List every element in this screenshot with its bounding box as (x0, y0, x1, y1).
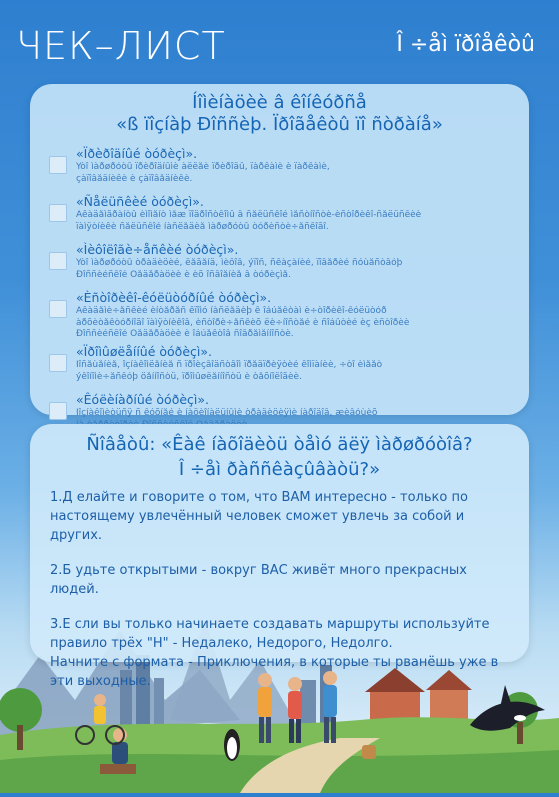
advice-tips (50, 488, 513, 691)
checkbox[interactable] (49, 300, 67, 318)
item-description: Ðîññèéñêîé Ôåäåðàöèè è èõ îñâîåíèå â òóðèçìå. (76, 269, 291, 280)
checklist-item-mythology[interactable] (46, 242, 515, 290)
item-description: ïàìÿòíèêè ñåëüñêîé íàñëåäèå ìàðøðóòû òóðèñòè÷åñêîãî. (76, 221, 329, 232)
checkbox[interactable] (49, 402, 67, 420)
item-title: «Ïðèðîäíûé òóðèçì». (76, 146, 198, 161)
checklist-heading-line2: «ß ïîçíàþ Ðîññèþ. Ïðîãåêòû ïî ñòðàíå» (116, 114, 443, 135)
item-title: «Ïðîìûøëåííûé òóðèçì». (76, 344, 212, 359)
checkbox[interactable] (49, 156, 67, 174)
checklist-items (46, 146, 515, 440)
item-description: Ïîñåùåíèå, îçíàêîìëåíèå ñ ïðîèçâîäñòâîì ïðåäïðèÿòèé êîìïàíèè, ÷òî èìååò (76, 360, 383, 370)
tip-3: 3.Е сли вы только начинаете создавать маршруты используйте правило трёх "Н" - Недалеко, Недорого, Недолго. Начните с формата - Приключения, в которые ты рванёшь уже в эти выходные. (50, 617, 499, 689)
item-description: Ýòî ìàðøðóòû ïðèðîäíûìè àëëåè ïðèðîäû, ïàðêàìè è ïàðêàìè, (76, 162, 330, 172)
tip-2: 2.Б удьте открытыми - вокруг ВАС живёт много прекрасных людей. (50, 563, 467, 597)
checkbox[interactable] (49, 204, 67, 222)
header (16, 18, 543, 70)
advice-heading-line1: Ñîâåòû: «Êàê íàõîäèòü òåìó äëÿ ìàðøðóòîâ? (86, 434, 473, 455)
item-description: Ïîçíàêîìèòüñÿ ñ êóõíåé è íàöèîíàëüíûìè òðàäèöèÿìè íàðîäîâ, æèâóùèõ (76, 408, 378, 418)
advice-card (30, 424, 529, 689)
advice-heading-line2: Î ÷åì ðàññêàçûâàòü?» (178, 459, 381, 480)
checklist-item-industrial[interactable] (46, 344, 515, 392)
item-description: ýêîíîìè÷åñêóþ öåííîñòü, ïðîìûøëåííîñòü è òåõíîëîãèè. (76, 371, 302, 382)
checklist-item-rural[interactable] (46, 194, 515, 242)
item-description: Ýòî ìàðøðóòû òðàäèöèé, ëåãåíä, ìèôîâ, ýïîñ, ñêàçàíèé, ïîâåðèé ñóùåñòâóþ (76, 258, 403, 268)
item-description: Àêàäåìè÷åñêèé èíòåðåñ êïîìó íàñëåäèþ ê îáúåêòàì è÷òîðèêî-êóëüòóð (76, 306, 387, 316)
item-description: Ðîññèéñêîé Ôåäåðàöèè è îáúåêòîâ ñîâðåìåííîñòè. (76, 329, 294, 339)
page-title: ЧЕК–ЛИСТ (16, 24, 226, 68)
page-subtitle: Î ÷åì ïðîåêòû (396, 32, 535, 57)
checklist-card (30, 84, 529, 418)
item-title: «Êóëèíàðíûé òóðèçì». (76, 392, 210, 407)
advice-heading (30, 424, 529, 482)
item-title: «Ìèôîëîãè÷åñêèé òóðèçì». (76, 242, 239, 257)
item-description: àðõèòåêòóðíîãî ïàìÿòíèêîâ, èñòîðè÷åñêèõ ëè÷íîñòåé è ñîáûòèé èç èñòîðèè (76, 317, 410, 328)
item-description: Àêàäåìãðàíòû èìîìåíò ìåæ ïîäðîñòêîìû â ñåëüñêîé ìåñòíîñòè-èñòîðèêî-ñåëüñêèè (76, 210, 422, 220)
checklist-heading-line1: Íîìèíàöèè â êîíêóðñå (192, 92, 367, 113)
item-title: «Ñåëüñêèé òóðèçì». (76, 194, 204, 209)
item-description: çàïîâåäíèêè è çàïîâåäíèêè. (76, 173, 193, 184)
checkbox[interactable] (49, 354, 67, 372)
item-title: «Èñòîðèêî-êóëüòóðíûé òóðèçì». (76, 290, 272, 305)
tip-1: 1.Д елайте и говорите о том, что ВАМ интересно - только по настоящему увлечённый человек сможет увлечь за собой и других. (50, 490, 468, 543)
checklist-item-history[interactable] (46, 290, 515, 338)
checkbox[interactable] (49, 252, 67, 270)
checklist-heading (30, 84, 529, 136)
checklist-item-nature[interactable] (46, 146, 515, 194)
